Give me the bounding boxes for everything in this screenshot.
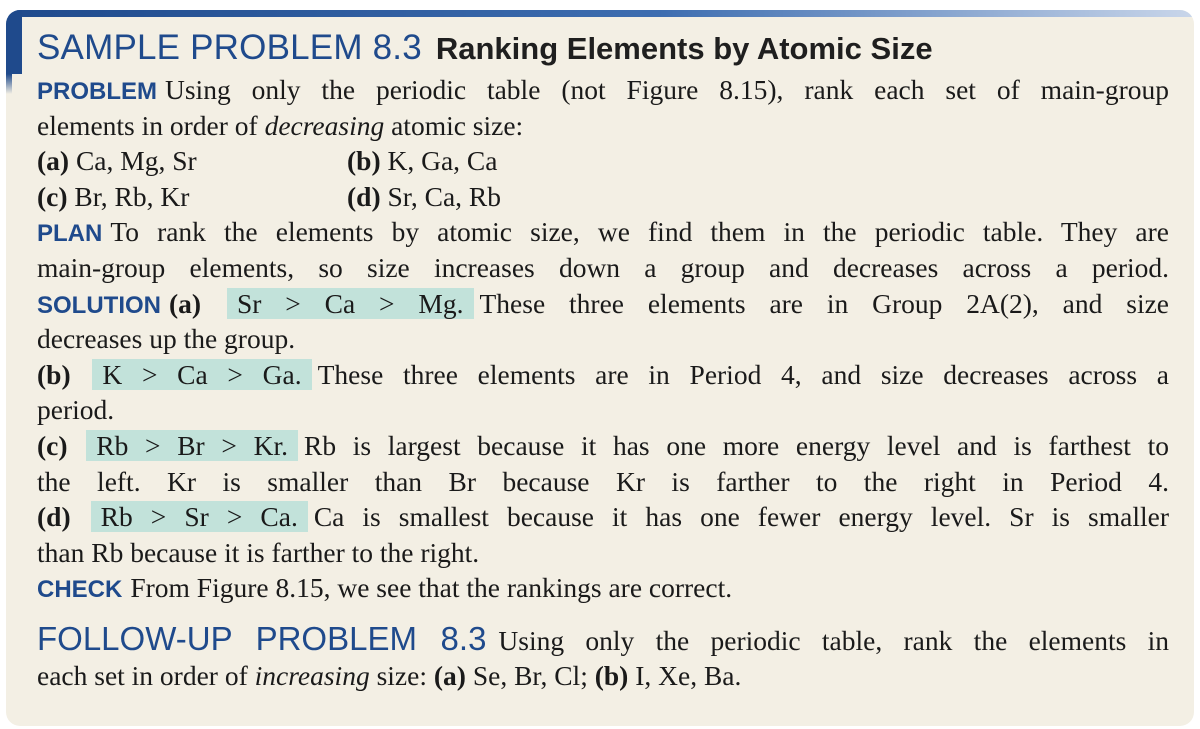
solution-c-line-2 <box>37 464 1169 500</box>
solution-b-line-2 <box>37 392 1169 428</box>
followup-a-text: Se, Br, Cl; <box>465 659 595 691</box>
solution-d-line-1 <box>37 499 1169 535</box>
followup-emphasis: increasing <box>254 659 370 691</box>
sample-problem-title: Ranking Elements by Atomic Size <box>435 31 933 66</box>
problem-text-2b: atomic size: <box>384 109 524 141</box>
solution-d-label: (d) <box>37 501 71 533</box>
solution-keyword: SOLUTION <box>37 291 161 319</box>
problem-line-2 <box>37 108 1169 144</box>
check-text: From Figure 8.15, we see that the rankings are correct. <box>130 572 733 604</box>
solution-d-text-1: Ca is smallest because it has one fewer energy level. Sr is smaller <box>313 501 1169 533</box>
part-label: (c) <box>37 180 68 212</box>
problem-parts-row-2 <box>37 179 1169 215</box>
problem-emphasis: decreasing <box>264 109 385 141</box>
problem-keyword: PROBLEM <box>37 78 157 105</box>
solution-b-line-1 <box>37 357 1169 393</box>
plan-text-1: To rank the elements by atomic size, we find them in the periodic table. They are <box>110 216 1169 248</box>
solution-c-label: (c) <box>37 429 68 461</box>
left-accent-bar <box>6 10 22 74</box>
problem-content <box>37 28 1169 694</box>
solution-b-text-1: These three elements are in Period 4, and size decreases across a <box>317 358 1170 390</box>
solution-a-label: (a) <box>169 287 202 319</box>
solution-d-answer: Rb > Sr > Ca. <box>91 501 308 532</box>
problem-parts-row-1 <box>37 143 1169 179</box>
sample-problem-label: SAMPLE PROBLEM 8.3 <box>37 28 422 67</box>
followup-label: FOLLOW-UP PROBLEM 8.3 <box>37 619 487 657</box>
problem-part-a <box>37 143 347 179</box>
problem-line-1 <box>37 72 1169 108</box>
plan-line-1 <box>37 214 1169 250</box>
solution-a-line-1 <box>37 286 1169 322</box>
part-label: (b) <box>347 145 381 177</box>
sample-problem-header <box>37 28 1169 72</box>
solution-c-text-1: Rb is largest because it has one more energy level and is farthest to <box>303 429 1170 461</box>
part-label: (d) <box>347 180 381 212</box>
problem-part-b <box>347 143 497 179</box>
solution-b-answer: K > Ca > Ga. <box>92 359 311 390</box>
followup-text-2a: each set in order of <box>37 659 255 691</box>
followup-text-2b: size: <box>369 659 434 691</box>
solution-c-answer: Rb > Br > Kr. <box>86 430 298 461</box>
top-rule <box>6 10 1194 17</box>
followup-line-2 <box>37 658 1169 694</box>
followup-text-1: Using only the periodic table, rank the elements in <box>498 624 1169 656</box>
part-text: Br, Rb, Kr <box>74 180 190 212</box>
solution-a-text-1: These three elements are in Group 2A(2), and size <box>479 287 1169 319</box>
solution-b-text-2: period. <box>37 394 115 426</box>
part-text: K, Ga, Ca <box>387 145 498 177</box>
followup-b-text: I, Xe, Ba. <box>628 659 742 691</box>
plan-line-2 <box>37 250 1169 286</box>
part-text: Ca, Mg, Sr <box>75 145 197 177</box>
solution-c-line-1 <box>37 428 1169 464</box>
solution-c-text-2: the left. Kr is smaller than Br because Kr is farther to the right in Period 4. <box>37 465 1169 497</box>
solution-a-line-2 <box>37 321 1169 357</box>
part-label: (a) <box>37 145 70 177</box>
check-keyword: CHECK <box>37 576 123 604</box>
followup-a-label: (a) <box>433 659 466 691</box>
problem-part-c <box>37 179 347 215</box>
plan-keyword: PLAN <box>37 220 103 248</box>
problem-text-2a: elements in order of <box>37 109 265 141</box>
followup-line-1 <box>37 620 1169 658</box>
problem-part-d <box>347 179 501 215</box>
solution-a-text-2: decreases up the group. <box>37 323 296 355</box>
plan-text-2: main-group elements, so size increases down a group and decreases across a period. <box>37 251 1169 283</box>
check-line <box>37 570 1169 606</box>
left-accent-fade <box>6 74 12 94</box>
sample-problem-panel <box>6 10 1194 726</box>
solution-b-label: (b) <box>37 358 71 390</box>
solution-d-text-2: than Rb because it is farther to the right. <box>37 536 480 568</box>
part-text: Sr, Ca, Rb <box>387 180 501 212</box>
solution-d-line-2 <box>37 535 1169 571</box>
problem-text-1: Using only the periodic table (not Figure 8.15), rank each set of main-group <box>165 74 1169 105</box>
followup-b-label: (b) <box>594 659 629 691</box>
solution-a-answer: Sr > Ca > Mg. <box>227 288 474 319</box>
